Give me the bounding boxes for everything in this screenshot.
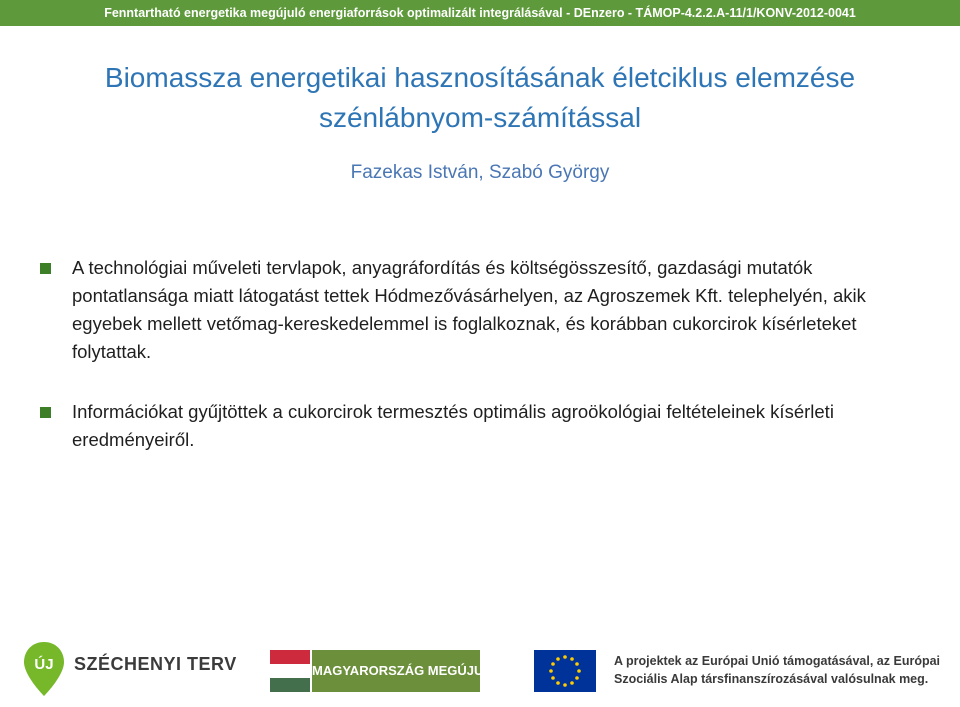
- header-bar: [0, 0, 960, 26]
- szechenyi-terv-label: SZÉCHENYI TERV: [74, 654, 237, 674]
- eu-text-line-2: Szociális Alap társfinanszírozásával valósulnak meg.: [614, 672, 929, 686]
- bullet-item: [40, 254, 930, 366]
- location-pin-icon: [22, 640, 66, 698]
- bullet-list: [40, 254, 930, 486]
- title-line-2: szénlábnyom-számítással: [318, 102, 642, 133]
- square-bullet-icon: [40, 407, 51, 418]
- hungarian-flag-icon: [270, 650, 310, 692]
- bullet-item: [40, 398, 930, 454]
- bullet-text: Információkat gyűjtöttek a cukorcirok termesztés optimális agroökológiai feltételeinek kísérleti eredményeiről.: [72, 401, 834, 450]
- authors: Fazekas István, Szabó György: [350, 162, 610, 183]
- square-bullet-icon: [40, 263, 51, 274]
- bullet-text: A technológiai műveleti tervlapok, anyagráfordítás és költségösszesítő, gazdasági mutatók pontatlansága miatt látogatást tettek Hódmezővásárhelyen, az Agroszemek Kft. telephelyén, akik egyebek mellett vetőmag-kereskedelemmel is foglalkoznak, és korábban cukorcirok kísérleteket folytattak.: [72, 257, 866, 362]
- slide-title: [40, 58, 920, 138]
- title-line-1: Biomassza energetikai hasznosításának életciklus elemzése: [104, 62, 856, 93]
- eu-funding-text: [614, 652, 944, 688]
- eu-text-line-1: A projektek az Európai Unió támogatásával, az Európai: [614, 654, 941, 668]
- magyarorszag-megujul-banner: MAGYARORSZÁG MEGÚJUL: [312, 650, 480, 692]
- eu-flag-icon: [534, 650, 596, 692]
- footer: [0, 630, 960, 707]
- svg-text:ÚJ: ÚJ: [34, 656, 54, 673]
- header-text: Fenntartható energetika megújuló energiaforrások optimalizált integrálásával - DEnzero - TÁMOP-4.2.2.A-11/1/KONV-2012-0041: [104, 6, 856, 20]
